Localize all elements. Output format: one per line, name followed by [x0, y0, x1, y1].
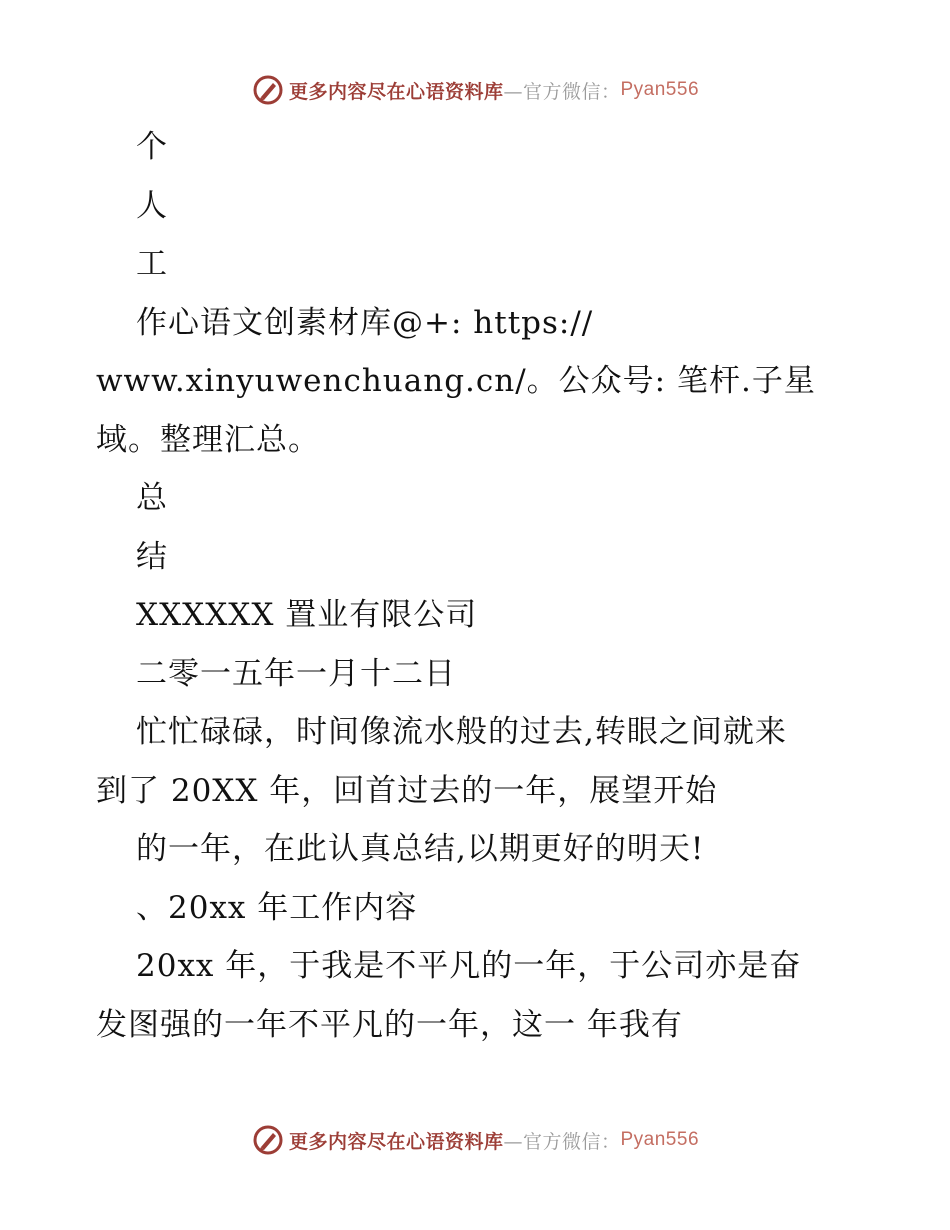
document-date: 二零一五年一月十二日: [136, 655, 456, 692]
body-line: 总: [136, 480, 168, 516]
body-line: 个: [136, 129, 168, 165]
body-line: 结: [136, 538, 168, 575]
watermark-wechat-id: Pyan556: [620, 1129, 700, 1150]
body-line: 20xx 年，于我是不平凡的一年，于公司亦是奋: [136, 948, 802, 984]
pen-logo-icon: [251, 1123, 285, 1157]
body-line: www.xinyuwenchuang.cn/。公众号: 笔杆.子星: [96, 363, 816, 399]
watermark-main-text: 更多内容尽在心语资料库: [288, 80, 504, 103]
company-name: XXXXXX 置业有限公司: [136, 597, 478, 633]
watermark-wechat-id: Pyan556: [620, 79, 700, 100]
footer-watermark: [0, 1122, 950, 1158]
body-line: 作心语文创素材库@+: https://: [136, 304, 594, 341]
body-line: 人: [136, 187, 168, 224]
body-line: 域。整理汇总。: [96, 421, 320, 458]
body-line: 发图强的一年不平凡的一年，这一 年我有: [96, 1006, 683, 1043]
body-line: 工: [136, 246, 168, 282]
watermark-main-text: 更多内容尽在心语资料库: [288, 1130, 504, 1153]
watermark-tail-text: —官方微信：: [503, 80, 621, 103]
watermark-tail-text: —官方微信：: [503, 1130, 621, 1153]
body-line: 的一年，在此认真总结,以期更好的明天!: [136, 831, 705, 867]
header-watermark: [0, 72, 950, 108]
document-body: [96, 118, 841, 1054]
section-heading: 、20xx 年工作内容: [136, 889, 418, 926]
body-line: 到了 20XX 年，回首过去的一年，展望开始: [96, 772, 718, 809]
body-line: 忙忙碌碌，时间像流水般的过去,转眼之间就来: [136, 714, 787, 750]
pen-logo-icon: [251, 73, 285, 107]
